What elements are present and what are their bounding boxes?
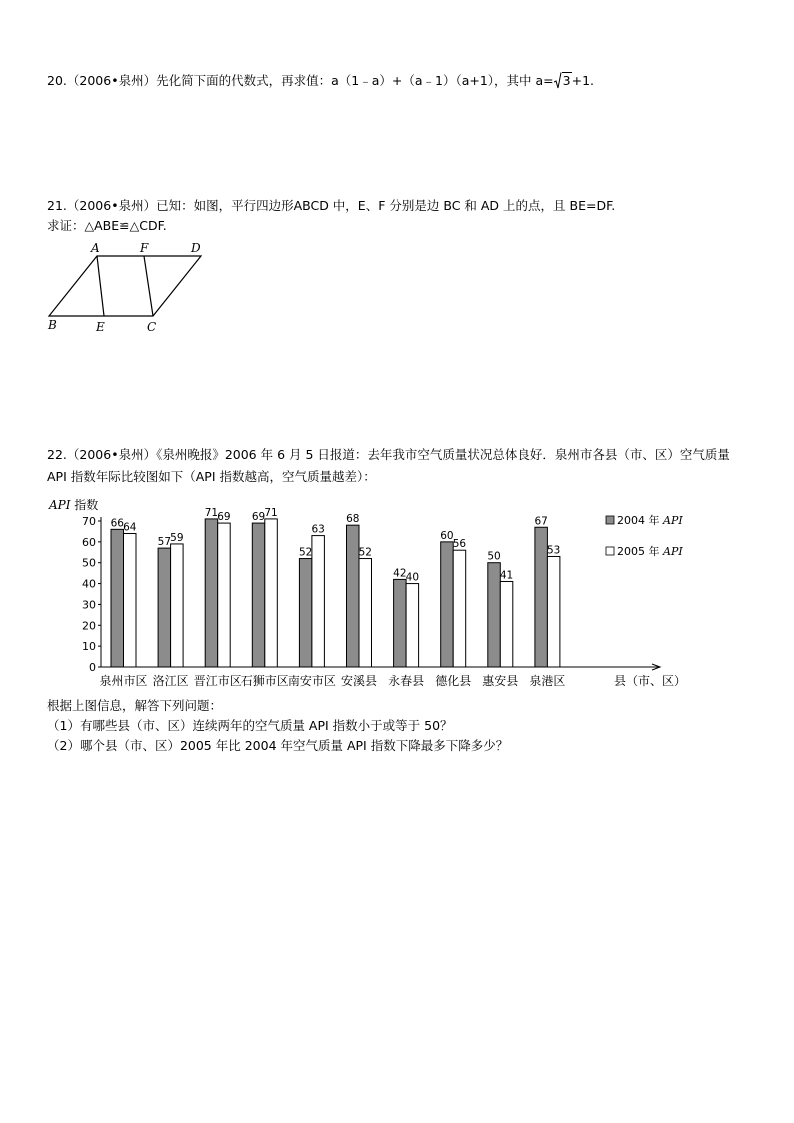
bar-2005 [265,519,278,667]
value-label-2005: 56 [452,538,467,551]
category-label: 南安市区 [287,674,336,688]
label-a: A [91,241,100,255]
value-label-2005: 40 [405,571,420,584]
y-axis-label [48,497,98,512]
value-label-2005: 52 [358,546,372,559]
segment-ae [97,256,104,316]
y-tick-label: 10 [82,640,96,654]
value-label-2005: 69 [217,511,231,524]
category-label: 晋江市区 [193,674,242,688]
value-label-2004: 67 [534,515,548,528]
label-f: F [140,241,149,255]
q22-source: （2006•泉州） [66,447,157,462]
value-label-2004: 68 [346,513,360,526]
parallelogram-figure [40,238,210,338]
radical-sign-icon [554,72,562,89]
value-label-2004: 50 [487,550,501,563]
q22-sub2: （2）哪个县（市、区）2005 年比 2004 年空气质量 API 指数下降最多下降多少？ [47,738,509,753]
value-label-2004: 66 [110,517,124,530]
value-label-2004: 69 [251,511,266,524]
bar-2005 [547,556,560,667]
y-tick-label: 40 [82,577,96,591]
legend-label-2005 [617,544,683,558]
bar-2005 [406,584,419,667]
value-label-2005: 53 [546,544,561,557]
y-tick-label: 50 [82,556,96,570]
bar-2004 [299,559,312,667]
label-c: C [147,320,157,334]
chart-legend [606,513,683,558]
sqrt-symbol [555,72,572,90]
bar-2005 [124,534,137,667]
q20-text-b: +1. [571,73,594,88]
legend-2004-api: API [663,514,683,527]
value-label-2004: 52 [298,546,313,559]
bar-2005 [500,581,513,667]
bar-2004 [441,542,454,667]
y-axis-label-rest: 指数 [70,498,99,512]
category-label: 惠安县 [482,674,519,688]
parallelogram-abcd [49,256,201,316]
legend-swatch-2004 [606,516,614,524]
bar-2005 [453,550,466,667]
value-label-2005: 64 [123,521,137,534]
bar-2004 [535,527,548,667]
q20-source: （2006•泉州） [66,73,157,88]
legend-2005-api: API [663,545,683,558]
legend-label-2004 [617,513,683,527]
category-label: 洛江区 [152,674,189,688]
category-label: 永春县 [388,674,425,688]
value-label-2005: 63 [311,523,325,536]
y-tick-label: 30 [82,598,96,612]
q22-number: 22. [47,447,67,462]
question-21 [47,197,615,215]
bar-2005 [218,523,231,667]
bar-2004 [394,579,407,667]
api-bar-chart [0,490,794,695]
value-label-2004: 60 [440,529,454,542]
bar-2004 [347,525,360,667]
legend-2004-year: 2004 年 [617,514,663,527]
x-axis-label: 县（市、区） [614,674,687,688]
bar-2004 [205,519,218,667]
category-label: 泉港区 [529,674,566,688]
category-label: 泉州市区 [99,674,148,688]
bar-2005 [359,559,372,667]
value-label-2005: 71 [264,506,278,519]
q20-sqrt-arg: 3 [562,73,571,88]
q21-source: （2006•泉州） [66,198,157,213]
y-tick-label: 70 [82,515,96,528]
legend-2005-year: 2005 年 [617,545,663,558]
category-label: 安溪县 [340,674,378,688]
segment-fc [144,256,153,316]
bar-2004 [158,548,171,667]
q21-text: 已知：如图，平行四边形ABCD 中，E、F 分别是边 BC 和 AD 上的点，且 BE=DF. [156,198,616,213]
label-e: E [96,320,105,334]
y-axis-label-api: API [49,498,71,512]
bar-2005 [312,536,325,667]
value-label-2004: 57 [157,536,172,549]
label-d: D [191,241,201,255]
value-label-2004: 71 [204,506,219,519]
bar-2004 [252,523,264,667]
q22-text: 《泉州晚报》2006 年 6 月 5 日报道：去年我市空气质量状况总体良好．泉州市各县（市、区）空气质量 API 指数年际比较图如下（API 指数越高，空气质量越差）： [47,447,730,484]
y-tick-label: 20 [82,619,96,633]
label-b: B [48,318,57,332]
q22-after-chart: 根据上图信息，解答下列问题： [47,698,223,713]
q21-number: 21. [47,198,67,213]
q22-sub1: （1）有哪些县（市、区）连续两年的空气质量 API 指数小于或等于 50？ [47,718,453,733]
value-label-2005: 41 [499,569,514,582]
y-tick-label: 0 [89,661,96,674]
category-label: 德化县 [435,674,472,688]
bar-2004 [111,529,124,667]
q20-text-a: 先化简下面的代数式，再求值：a（1﹣a）+（a﹣1）（a+1），其中 a= [156,73,554,88]
bar-2004 [488,563,501,667]
q21-prove: 求证：△ABE≌△CDF. [47,218,167,233]
value-label-2005: 59 [170,531,184,544]
legend-swatch-2005 [606,547,614,555]
q20-number: 20. [47,73,67,88]
bar-2005 [171,544,184,667]
y-tick-label: 60 [82,535,96,549]
question-22 [47,444,747,488]
category-label: 石狮市区 [240,674,289,688]
question-20 [47,72,594,90]
value-label-2004: 42 [393,567,407,580]
